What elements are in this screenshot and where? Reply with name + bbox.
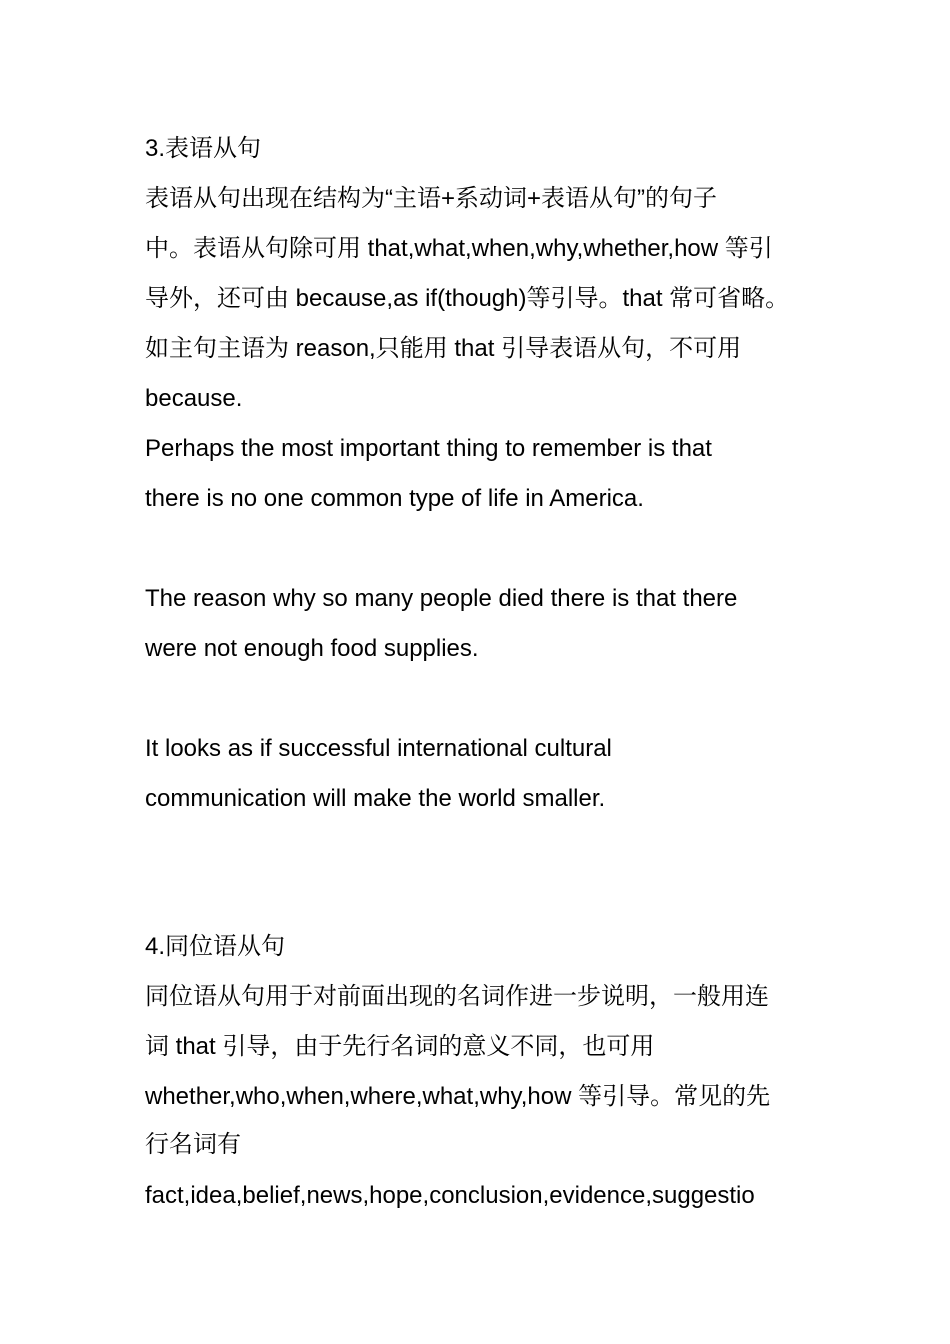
section-4-paragraph-line: 行名词有 — [145, 1131, 241, 1158]
example-sentence-line: were not enough food supplies. — [145, 635, 479, 662]
section-4-paragraph-line: whether,who,when,where,what,why,how 等引导。常见的先 — [145, 1083, 771, 1110]
section-4-paragraph-line: 词 that 引导，由于先行名词的意义不同，也可用 — [145, 1033, 655, 1060]
section-4-heading: 4.同位语从句 — [145, 933, 286, 960]
section-4-paragraph-line: 同位语从句用于对前面出现的名词作进一步说明，一般用连 — [145, 983, 769, 1010]
example-sentence-line: communication will make the world smaller. — [145, 785, 606, 812]
example-sentence-line: Perhaps the most important thing to remember is that — [145, 435, 712, 462]
section-3-paragraph-line: 如主句主语为 reason,只能用 that 引导表语从句，不可用 — [145, 335, 742, 362]
section-3-paragraph-line: 表语从句出现在结构为“主语+系动词+表语从句”的句子 — [145, 185, 718, 212]
section-3-paragraph-line: because. — [145, 385, 243, 412]
section-3-paragraph-line: 导外，还可由 because,as if(though)等引导。that 常可省略。 — [145, 285, 790, 312]
example-sentence-line: there is no one common type of life in America. — [145, 485, 644, 512]
example-sentence-line: The reason why so many people died there is that there — [145, 585, 738, 612]
example-sentence-line: It looks as if successful international cultural — [145, 735, 612, 762]
section-3-paragraph-line: 中。表语从句除可用 that,what,when,why,whether,how 等引 — [145, 235, 773, 262]
section-3-heading: 3.表语从句 — [145, 135, 262, 162]
section-4-paragraph-line: fact,idea,belief,news,hope,conclusion,evidence,suggestio — [145, 1182, 755, 1209]
